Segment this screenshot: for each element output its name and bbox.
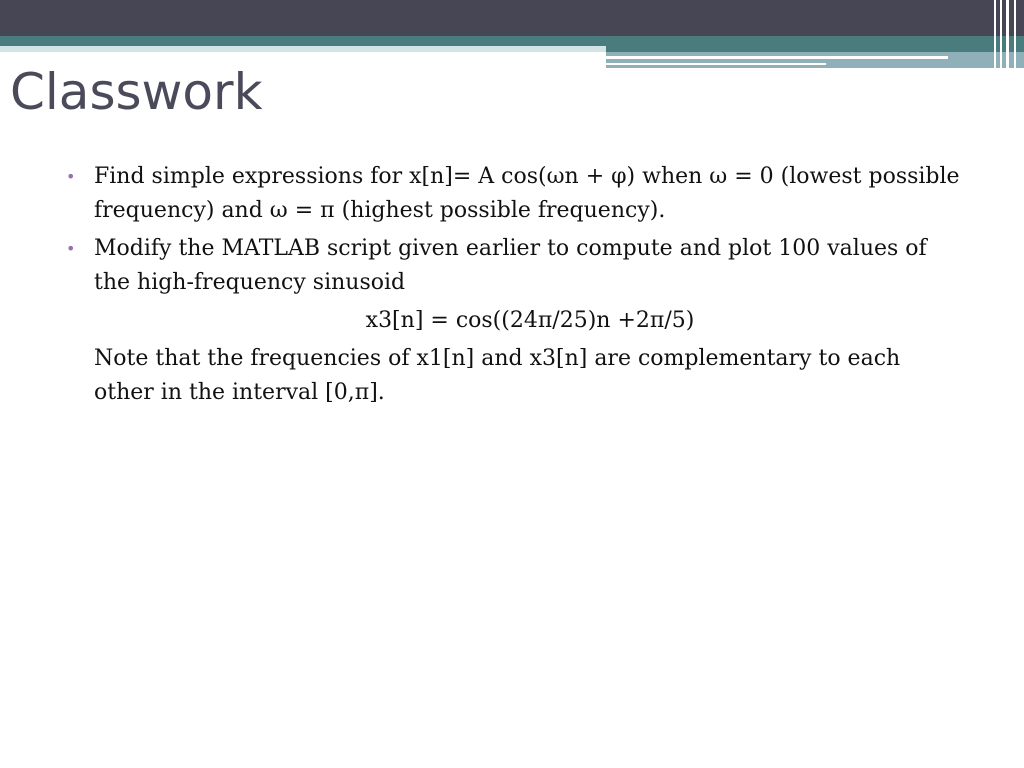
- slide-content: [66, 160, 966, 410]
- header-band-light: [0, 46, 606, 52]
- bullet-icon: •: [66, 167, 76, 186]
- header-decor-line: [606, 56, 948, 59]
- slide-title: Classwork: [10, 63, 263, 121]
- equation: x3[n] = cos((24π/25)n +2π/5): [365, 308, 695, 333]
- bullet-text: Find simple expressions for x[n]= A cos(ωn + φ) when ω = 0 (lowest possible frequency) and ω = π (highest possible frequency).: [94, 164, 960, 223]
- header-band-right-inner: [606, 46, 1024, 52]
- header-band-dark: [0, 0, 1024, 36]
- header-band-teal: [0, 36, 1024, 46]
- header-stripes: [990, 0, 1024, 68]
- bullet-item: [66, 232, 966, 300]
- bullet-icon: •: [66, 239, 76, 258]
- bullet-item: [66, 160, 966, 228]
- bullet-text: Modify the MATLAB script given earlier to compute and plot 100 values of the high-frequency sinusoid: [94, 236, 927, 295]
- note-text: Note that the frequencies of x1[n] and x3[n] are complementary to each other in the interval [0,π].: [94, 346, 901, 405]
- header-decor-line: [606, 63, 826, 65]
